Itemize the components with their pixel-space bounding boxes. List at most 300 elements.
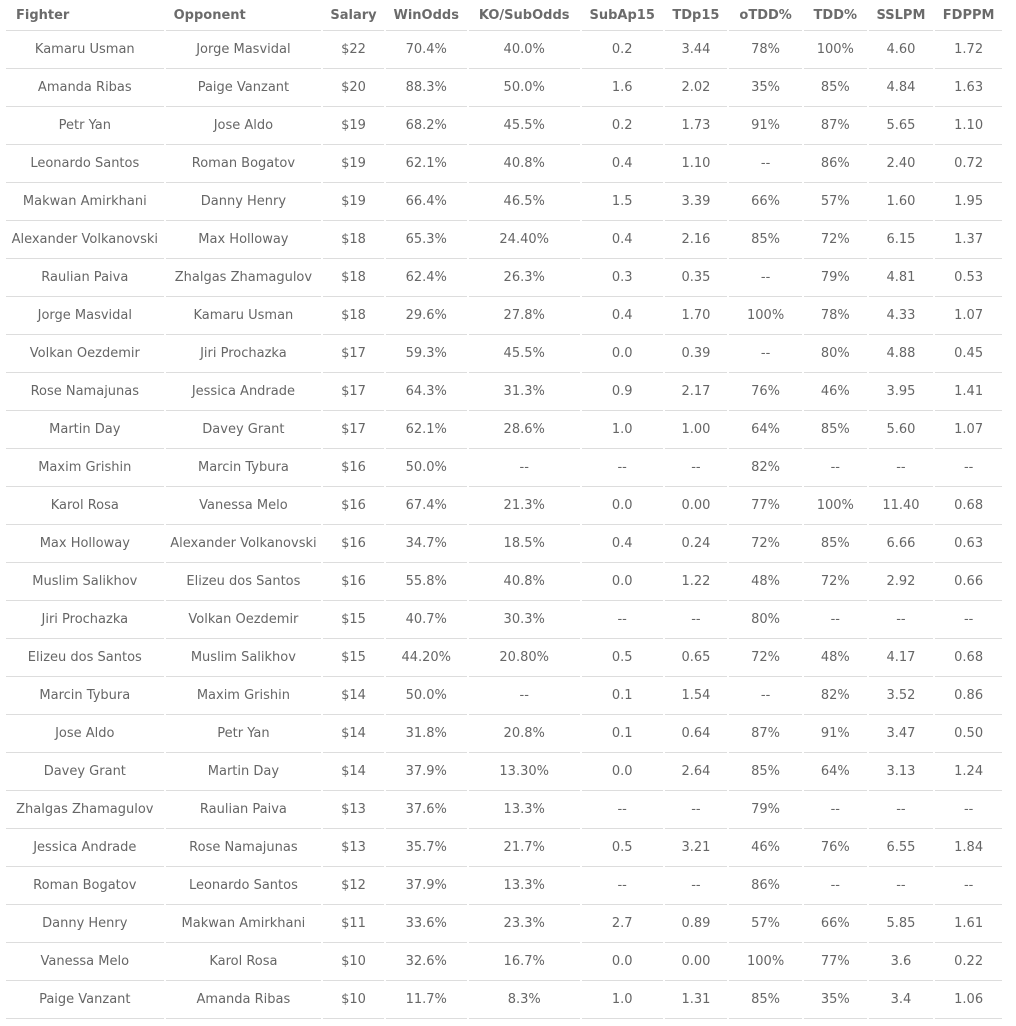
cell-salary: $17 (323, 411, 384, 449)
cell-fighter: Jessica Andrade (6, 829, 164, 867)
cell-opponent: Marcin Tybura (166, 449, 322, 487)
cell-otdd-pct: 85% (729, 753, 802, 791)
cell-winodds: 68.2% (386, 107, 467, 145)
cell-fdppm: 1.07 (935, 297, 1002, 335)
cell-fighter: Makwan Amirkhani (6, 183, 164, 221)
cell-tdd-pct: 64% (804, 753, 867, 791)
cell-ko-subodds: 13.3% (469, 867, 580, 905)
cell-opponent: Paige Vanzant (166, 69, 322, 107)
cell-winodds: 62.4% (386, 259, 467, 297)
cell-tdp15: 3.21 (665, 829, 728, 867)
column-header-sslpm[interactable]: SSLPM (869, 0, 934, 31)
cell-tdd-pct: 86% (804, 145, 867, 183)
cell-sslpm: 4.33 (869, 297, 934, 335)
cell-tdd-pct: -- (804, 449, 867, 487)
cell-tdp15: 2.64 (665, 753, 728, 791)
cell-subap15: 0.0 (582, 563, 663, 601)
cell-fighter: Karol Rosa (6, 487, 164, 525)
cell-opponent: Alexander Volkanovski (166, 525, 322, 563)
cell-fighter: Petr Yan (6, 107, 164, 145)
cell-subap15: 0.4 (582, 221, 663, 259)
cell-winodds: 37.9% (386, 867, 467, 905)
cell-salary: $19 (323, 107, 384, 145)
cell-salary: $19 (323, 145, 384, 183)
table-row[interactable] (6, 525, 1002, 563)
cell-tdd-pct: 76% (804, 829, 867, 867)
column-header-tdp15[interactable]: TDp15 (665, 0, 728, 31)
table-row[interactable] (6, 905, 1002, 943)
cell-fdppm: 1.24 (935, 753, 1002, 791)
cell-fighter: Zhalgas Zhamagulov (6, 791, 164, 829)
cell-subap15: 0.1 (582, 715, 663, 753)
cell-otdd-pct: 72% (729, 639, 802, 677)
cell-opponent: Leonardo Santos (166, 867, 322, 905)
cell-fighter: Paige Vanzant (6, 981, 164, 1019)
table-row[interactable] (6, 31, 1002, 69)
cell-ko-subodds: 26.3% (469, 259, 580, 297)
cell-tdd-pct: -- (804, 601, 867, 639)
cell-fighter: Elizeu dos Santos (6, 639, 164, 677)
cell-subap15: -- (582, 867, 663, 905)
cell-winodds: 67.4% (386, 487, 467, 525)
cell-ko-subodds: 46.5% (469, 183, 580, 221)
cell-otdd-pct: -- (729, 259, 802, 297)
cell-tdp15: -- (665, 449, 728, 487)
cell-opponent: Elizeu dos Santos (166, 563, 322, 601)
cell-sslpm: -- (869, 449, 934, 487)
cell-sslpm: 11.40 (869, 487, 934, 525)
cell-opponent: Jessica Andrade (166, 373, 322, 411)
cell-fdppm: -- (935, 449, 1002, 487)
cell-tdd-pct: 91% (804, 715, 867, 753)
cell-fdppm: 0.86 (935, 677, 1002, 715)
cell-ko-subodds: 18.5% (469, 525, 580, 563)
cell-tdp15: 0.39 (665, 335, 728, 373)
cell-subap15: -- (582, 791, 663, 829)
cell-opponent: Petr Yan (166, 715, 322, 753)
cell-subap15: -- (582, 449, 663, 487)
cell-tdp15: 0.24 (665, 525, 728, 563)
cell-sslpm: 2.92 (869, 563, 934, 601)
cell-opponent: Davey Grant (166, 411, 322, 449)
cell-opponent: Kamaru Usman (166, 297, 322, 335)
cell-fighter: Amanda Ribas (6, 69, 164, 107)
cell-opponent: Amanda Ribas (166, 981, 322, 1019)
cell-opponent: Jiri Prochazka (166, 335, 322, 373)
cell-sslpm: 5.85 (869, 905, 934, 943)
table-row[interactable] (6, 981, 1002, 1019)
cell-salary: $22 (323, 31, 384, 69)
cell-ko-subodds: -- (469, 677, 580, 715)
cell-fdppm: 0.66 (935, 563, 1002, 601)
cell-salary: $18 (323, 259, 384, 297)
cell-subap15: 0.5 (582, 829, 663, 867)
cell-winodds: 35.7% (386, 829, 467, 867)
cell-tdp15: 1.31 (665, 981, 728, 1019)
cell-winodds: 66.4% (386, 183, 467, 221)
cell-opponent: Zhalgas Zhamagulov (166, 259, 322, 297)
cell-winodds: 65.3% (386, 221, 467, 259)
cell-tdp15: 1.54 (665, 677, 728, 715)
table-row[interactable] (6, 867, 1002, 905)
cell-tdp15: 3.39 (665, 183, 728, 221)
cell-tdd-pct: 85% (804, 69, 867, 107)
cell-opponent: Muslim Salikhov (166, 639, 322, 677)
cell-tdp15: 1.00 (665, 411, 728, 449)
cell-fighter: Jorge Masvidal (6, 297, 164, 335)
cell-winodds: 29.6% (386, 297, 467, 335)
cell-tdp15: 1.22 (665, 563, 728, 601)
table-row[interactable] (6, 183, 1002, 221)
table-row[interactable] (6, 487, 1002, 525)
cell-tdp15: 1.73 (665, 107, 728, 145)
cell-subap15: 2.7 (582, 905, 663, 943)
cell-tdp15: 3.44 (665, 31, 728, 69)
cell-salary: $14 (323, 677, 384, 715)
cell-fdppm: 0.53 (935, 259, 1002, 297)
cell-salary: $19 (323, 183, 384, 221)
cell-subap15: 0.0 (582, 487, 663, 525)
cell-sslpm: 4.17 (869, 639, 934, 677)
cell-tdd-pct: 72% (804, 221, 867, 259)
cell-otdd-pct: 48% (729, 563, 802, 601)
cell-tdp15: 0.64 (665, 715, 728, 753)
cell-salary: $17 (323, 335, 384, 373)
cell-tdd-pct: 77% (804, 943, 867, 981)
table-row[interactable] (6, 297, 1002, 335)
cell-subap15: 1.5 (582, 183, 663, 221)
cell-ko-subodds: 31.3% (469, 373, 580, 411)
cell-tdd-pct: 57% (804, 183, 867, 221)
cell-winodds: 50.0% (386, 449, 467, 487)
cell-otdd-pct: 86% (729, 867, 802, 905)
cell-fighter: Raulian Paiva (6, 259, 164, 297)
cell-otdd-pct: 46% (729, 829, 802, 867)
cell-ko-subodds: 40.0% (469, 31, 580, 69)
cell-sslpm: 6.15 (869, 221, 934, 259)
cell-tdd-pct: 87% (804, 107, 867, 145)
cell-fighter: Marcin Tybura (6, 677, 164, 715)
table-row[interactable] (6, 601, 1002, 639)
column-header-fighter[interactable]: Fighter (6, 0, 164, 31)
cell-tdp15: 1.10 (665, 145, 728, 183)
cell-fdppm: 1.10 (935, 107, 1002, 145)
cell-subap15: 0.3 (582, 259, 663, 297)
cell-tdp15: 2.17 (665, 373, 728, 411)
cell-otdd-pct: 82% (729, 449, 802, 487)
cell-tdp15: 2.02 (665, 69, 728, 107)
cell-opponent: Vanessa Melo (166, 487, 322, 525)
cell-subap15: 0.4 (582, 297, 663, 335)
cell-sslpm: 3.95 (869, 373, 934, 411)
cell-subap15: 1.0 (582, 411, 663, 449)
cell-otdd-pct: 100% (729, 943, 802, 981)
cell-salary: $14 (323, 715, 384, 753)
cell-otdd-pct: 78% (729, 31, 802, 69)
table-header (6, 0, 1002, 31)
cell-ko-subodds: 30.3% (469, 601, 580, 639)
cell-tdd-pct: 85% (804, 525, 867, 563)
cell-otdd-pct: 57% (729, 905, 802, 943)
table-row[interactable] (6, 753, 1002, 791)
column-header-tdd-pct[interactable]: TDD% (804, 0, 867, 31)
cell-tdp15: 0.00 (665, 487, 728, 525)
cell-sslpm: -- (869, 867, 934, 905)
cell-fighter: Kamaru Usman (6, 31, 164, 69)
cell-ko-subodds: 20.8% (469, 715, 580, 753)
cell-subap15: 0.0 (582, 943, 663, 981)
column-header-opponent[interactable]: Opponent (166, 0, 322, 31)
cell-ko-subodds: 27.8% (469, 297, 580, 335)
cell-fighter: Rose Namajunas (6, 373, 164, 411)
cell-tdd-pct: 79% (804, 259, 867, 297)
cell-fdppm: 1.06 (935, 981, 1002, 1019)
cell-ko-subodds: 28.6% (469, 411, 580, 449)
cell-otdd-pct: 87% (729, 715, 802, 753)
table-row[interactable] (6, 449, 1002, 487)
cell-salary: $20 (323, 69, 384, 107)
cell-winodds: 50.0% (386, 677, 467, 715)
cell-ko-subodds: 24.40% (469, 221, 580, 259)
cell-sslpm: 4.88 (869, 335, 934, 373)
cell-otdd-pct: -- (729, 145, 802, 183)
cell-opponent: Martin Day (166, 753, 322, 791)
cell-tdp15: -- (665, 601, 728, 639)
column-header-subap15[interactable]: SubAp15 (582, 0, 663, 31)
table-row[interactable] (6, 259, 1002, 297)
column-header-salary[interactable]: Salary (323, 0, 384, 31)
table-row[interactable] (6, 639, 1002, 677)
cell-tdd-pct: 100% (804, 31, 867, 69)
cell-salary: $18 (323, 221, 384, 259)
cell-opponent: Jose Aldo (166, 107, 322, 145)
table-row[interactable] (6, 943, 1002, 981)
cell-tdd-pct: 82% (804, 677, 867, 715)
cell-tdp15: -- (665, 867, 728, 905)
cell-sslpm: -- (869, 791, 934, 829)
cell-otdd-pct: 66% (729, 183, 802, 221)
cell-tdp15: 0.35 (665, 259, 728, 297)
cell-winodds: 62.1% (386, 145, 467, 183)
cell-tdd-pct: 35% (804, 981, 867, 1019)
cell-tdd-pct: 85% (804, 411, 867, 449)
table-row[interactable] (6, 411, 1002, 449)
table-row[interactable] (6, 335, 1002, 373)
cell-ko-subodds: 23.3% (469, 905, 580, 943)
cell-salary: $16 (323, 449, 384, 487)
cell-sslpm: 6.66 (869, 525, 934, 563)
cell-fdppm: -- (935, 791, 1002, 829)
cell-winodds: 70.4% (386, 31, 467, 69)
cell-fighter: Max Holloway (6, 525, 164, 563)
cell-winodds: 55.8% (386, 563, 467, 601)
cell-subap15: 0.0 (582, 335, 663, 373)
cell-winodds: 88.3% (386, 69, 467, 107)
cell-subap15: 0.2 (582, 107, 663, 145)
cell-fighter: Maxim Grishin (6, 449, 164, 487)
cell-winodds: 64.3% (386, 373, 467, 411)
cell-salary: $14 (323, 753, 384, 791)
cell-otdd-pct: 85% (729, 981, 802, 1019)
cell-ko-subodds: 21.7% (469, 829, 580, 867)
cell-tdp15: 0.65 (665, 639, 728, 677)
cell-salary: $15 (323, 639, 384, 677)
cell-ko-subodds: 13.30% (469, 753, 580, 791)
column-header-winodds[interactable]: WinOdds (386, 0, 467, 31)
cell-winodds: 62.1% (386, 411, 467, 449)
table-body (6, 31, 1002, 1019)
cell-sslpm: 3.4 (869, 981, 934, 1019)
cell-salary: $12 (323, 867, 384, 905)
cell-salary: $13 (323, 791, 384, 829)
cell-tdd-pct: 66% (804, 905, 867, 943)
cell-opponent: Jorge Masvidal (166, 31, 322, 69)
table-row[interactable] (6, 563, 1002, 601)
cell-salary: $17 (323, 373, 384, 411)
cell-fdppm: 0.68 (935, 487, 1002, 525)
cell-fighter: Davey Grant (6, 753, 164, 791)
cell-tdd-pct: 100% (804, 487, 867, 525)
cell-fighter: Vanessa Melo (6, 943, 164, 981)
cell-tdp15: 1.70 (665, 297, 728, 335)
table-row[interactable] (6, 715, 1002, 753)
cell-ko-subodds: 40.8% (469, 563, 580, 601)
cell-otdd-pct: -- (729, 335, 802, 373)
cell-ko-subodds: -- (469, 449, 580, 487)
cell-winodds: 31.8% (386, 715, 467, 753)
cell-otdd-pct: 77% (729, 487, 802, 525)
cell-ko-subodds: 45.5% (469, 107, 580, 145)
cell-fdppm: 0.22 (935, 943, 1002, 981)
table-row[interactable] (6, 221, 1002, 259)
cell-fdppm: 1.84 (935, 829, 1002, 867)
cell-tdd-pct: -- (804, 867, 867, 905)
cell-salary: $15 (323, 601, 384, 639)
cell-salary: $11 (323, 905, 384, 943)
cell-opponent: Makwan Amirkhani (166, 905, 322, 943)
cell-fighter: Jose Aldo (6, 715, 164, 753)
cell-tdd-pct: 80% (804, 335, 867, 373)
cell-otdd-pct: 100% (729, 297, 802, 335)
cell-sslpm: 2.40 (869, 145, 934, 183)
cell-winodds: 40.7% (386, 601, 467, 639)
cell-sslpm: 3.47 (869, 715, 934, 753)
cell-otdd-pct: 76% (729, 373, 802, 411)
cell-fighter: Jiri Prochazka (6, 601, 164, 639)
cell-otdd-pct: 35% (729, 69, 802, 107)
cell-sslpm: 3.52 (869, 677, 934, 715)
cell-fighter: Muslim Salikhov (6, 563, 164, 601)
cell-winodds: 34.7% (386, 525, 467, 563)
cell-tdp15: -- (665, 791, 728, 829)
cell-ko-subodds: 16.7% (469, 943, 580, 981)
cell-fdppm: 1.37 (935, 221, 1002, 259)
cell-fdppm: 1.41 (935, 373, 1002, 411)
cell-ko-subodds: 21.3% (469, 487, 580, 525)
table-row[interactable] (6, 829, 1002, 867)
cell-winodds: 44.20% (386, 639, 467, 677)
cell-winodds: 37.6% (386, 791, 467, 829)
cell-subap15: 0.9 (582, 373, 663, 411)
cell-opponent: Max Holloway (166, 221, 322, 259)
cell-winodds: 37.9% (386, 753, 467, 791)
cell-fdppm: 1.61 (935, 905, 1002, 943)
cell-fighter: Roman Bogatov (6, 867, 164, 905)
table-row[interactable] (6, 107, 1002, 145)
cell-sslpm: 3.13 (869, 753, 934, 791)
cell-fdppm: 0.50 (935, 715, 1002, 753)
cell-otdd-pct: 79% (729, 791, 802, 829)
cell-sslpm: 4.60 (869, 31, 934, 69)
cell-fighter: Alexander Volkanovski (6, 221, 164, 259)
table-row[interactable] (6, 677, 1002, 715)
table-row[interactable] (6, 69, 1002, 107)
cell-sslpm: 3.6 (869, 943, 934, 981)
cell-opponent: Rose Namajunas (166, 829, 322, 867)
cell-tdd-pct: 78% (804, 297, 867, 335)
cell-otdd-pct: 72% (729, 525, 802, 563)
cell-fdppm: 0.68 (935, 639, 1002, 677)
cell-sslpm: -- (869, 601, 934, 639)
cell-ko-subodds: 45.5% (469, 335, 580, 373)
cell-winodds: 32.6% (386, 943, 467, 981)
cell-otdd-pct: -- (729, 677, 802, 715)
cell-subap15: -- (582, 601, 663, 639)
cell-subap15: 0.1 (582, 677, 663, 715)
cell-salary: $10 (323, 943, 384, 981)
cell-opponent: Karol Rosa (166, 943, 322, 981)
table-row[interactable] (6, 145, 1002, 183)
cell-sslpm: 1.60 (869, 183, 934, 221)
cell-tdp15: 2.16 (665, 221, 728, 259)
cell-winodds: 33.6% (386, 905, 467, 943)
cell-ko-subodds: 50.0% (469, 69, 580, 107)
cell-subap15: 1.6 (582, 69, 663, 107)
cell-fighter: Martin Day (6, 411, 164, 449)
cell-subap15: 0.4 (582, 145, 663, 183)
cell-sslpm: 4.84 (869, 69, 934, 107)
cell-salary: $18 (323, 297, 384, 335)
cell-sslpm: 5.60 (869, 411, 934, 449)
cell-subap15: 0.2 (582, 31, 663, 69)
cell-salary: $16 (323, 487, 384, 525)
cell-opponent: Maxim Grishin (166, 677, 322, 715)
table-row[interactable] (6, 791, 1002, 829)
cell-opponent: Roman Bogatov (166, 145, 322, 183)
cell-salary: $10 (323, 981, 384, 1019)
cell-fdppm: 1.95 (935, 183, 1002, 221)
cell-salary: $13 (323, 829, 384, 867)
cell-ko-subodds: 20.80% (469, 639, 580, 677)
column-header-otdd-pct[interactable]: oTDD% (729, 0, 802, 31)
cell-subap15: 0.5 (582, 639, 663, 677)
cell-salary: $16 (323, 525, 384, 563)
header-row (6, 0, 1002, 31)
cell-ko-subodds: 40.8% (469, 145, 580, 183)
cell-fighter: Danny Henry (6, 905, 164, 943)
column-header-ko-subodds[interactable]: KO/SubOdds (469, 0, 580, 31)
cell-tdd-pct: 72% (804, 563, 867, 601)
cell-sslpm: 5.65 (869, 107, 934, 145)
cell-fdppm: 0.72 (935, 145, 1002, 183)
cell-salary: $16 (323, 563, 384, 601)
table-row[interactable] (6, 373, 1002, 411)
cell-opponent: Danny Henry (166, 183, 322, 221)
cell-tdp15: 0.89 (665, 905, 728, 943)
column-header-fdppm[interactable]: FDPPM (935, 0, 1002, 31)
cell-subap15: 0.0 (582, 753, 663, 791)
cell-fighter: Volkan Oezdemir (6, 335, 164, 373)
